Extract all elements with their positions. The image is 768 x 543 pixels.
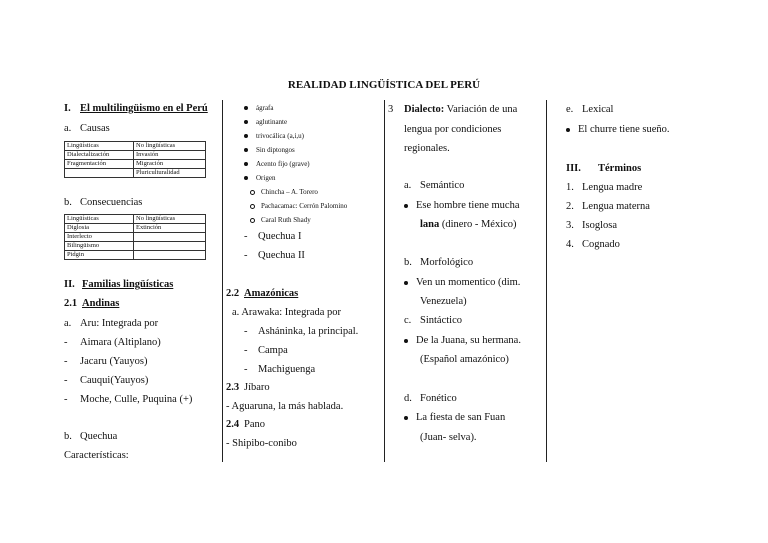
list-dash: -: [244, 364, 248, 375]
list-item: Jacaru (Yauyos): [80, 356, 148, 367]
table-cell: Lingüísticas: [65, 215, 134, 224]
table-row: [65, 151, 206, 160]
bullet-icon: [244, 120, 248, 124]
list-item-continuation: lana (dinero - México): [420, 219, 517, 230]
quechua-label: b.: [64, 431, 72, 442]
column-divider-2: [384, 100, 385, 462]
table-row: [65, 251, 206, 260]
section-2-title: Familias lingüísticas: [82, 279, 174, 290]
dialecto-line-1: Dialecto: Variación de una: [404, 104, 518, 115]
list-item: Caral Ruth Shady: [250, 216, 311, 225]
table-cell: [134, 233, 206, 242]
subsection-2-2-number: 2.2: [226, 288, 240, 299]
list-item: Acento fijo (grave): [244, 160, 310, 169]
list-item: Lengua materna: [582, 201, 650, 212]
morfologico-text: Morfológico: [420, 257, 474, 268]
subsection-2-1-number: 2.1: [64, 298, 78, 309]
list-item-continuation: (Juan- selva).: [420, 432, 477, 443]
section-1-title: El multilingüismo en el Perú: [80, 103, 208, 114]
list-item-continuation: (Español amazónico): [420, 354, 509, 365]
subsection-2-3-title: Jíbaro: [244, 382, 270, 393]
table-cell: No lingüísticas: [134, 142, 206, 151]
causas-text: Causas: [80, 123, 110, 134]
section-1-number: I.: [64, 103, 71, 114]
consecuencias-label: b.: [64, 197, 72, 208]
term-number: 3.: [566, 220, 574, 231]
causas-table: [64, 141, 206, 178]
list-dash: -: [244, 250, 248, 261]
table-cell: Migración: [134, 160, 206, 169]
list-dash: -: [244, 231, 248, 242]
list-item: Quechua I: [258, 231, 302, 242]
table-cell: Bilingüismo: [65, 242, 134, 251]
list-item: Origen: [244, 174, 275, 183]
table-cell: Extinción: [134, 224, 206, 233]
list-item-continuation: Venezuela): [420, 296, 467, 307]
list-item: trivocálica (a,i,u): [244, 132, 304, 141]
semantico-text: Semántico: [420, 180, 465, 191]
column-divider-1: [222, 100, 223, 462]
table-cell: [134, 251, 206, 260]
semantico-label: a.: [404, 180, 412, 191]
bullet-icon: [244, 106, 248, 110]
list-item: Cauqui(Yauyos): [80, 375, 149, 386]
term-number: 4.: [566, 239, 574, 250]
table-row: [65, 242, 206, 251]
list-item: Sin diptongos: [244, 146, 295, 155]
subsection-2-1-title: Andinas: [82, 298, 120, 309]
list-item: Lengua madre: [582, 182, 643, 193]
list-dash: -: [64, 337, 68, 348]
table-row: [65, 169, 206, 178]
list-dash: -: [244, 326, 248, 337]
bullet-icon: [404, 339, 408, 343]
table-cell: Pluriculturalidad: [134, 169, 206, 178]
sintactico-text: Sintáctico: [420, 315, 462, 326]
morfologico-label: b.: [404, 257, 412, 268]
lexical-text: Lexical: [582, 104, 614, 115]
list-item: Quechua II: [258, 250, 305, 261]
list-item: ágrafa: [244, 104, 273, 113]
table-cell: No lingüísticas: [134, 215, 206, 224]
subsection-2-3-number: 2.3: [226, 382, 240, 393]
list-item: Chincha – A. Torero: [250, 188, 318, 197]
table-cell: [65, 169, 134, 178]
fonetico-label: d.: [404, 393, 412, 404]
list-item: De la Juana, su hermana.: [404, 334, 521, 347]
table-row: [65, 215, 206, 224]
aru-label: a.: [64, 318, 72, 329]
bullet-icon: [244, 162, 248, 166]
bullet-icon: [244, 176, 248, 180]
list-item: Campa: [258, 345, 288, 356]
dialecto-line-2: lengua por condiciones: [404, 124, 502, 135]
bullet-icon: [404, 281, 408, 285]
bullet-icon: [244, 148, 248, 152]
list-item: - Aguaruna, la más hablada.: [226, 401, 344, 412]
circle-bullet-icon: [250, 218, 255, 223]
subsection-2-4-number: 2.4: [226, 419, 240, 430]
causas-label: a.: [64, 123, 72, 134]
bullet-icon: [404, 416, 408, 420]
table-row: [65, 142, 206, 151]
list-dash: -: [64, 394, 68, 405]
column-divider-3: [546, 100, 547, 462]
table-cell: Interlecto: [65, 233, 134, 242]
caracteristicas-text: Características:: [64, 450, 129, 461]
table-cell: Dialectalización: [65, 151, 134, 160]
list-dash: -: [64, 356, 68, 367]
bullet-icon: [404, 204, 408, 208]
sintactico-label: c.: [404, 315, 412, 326]
consecuencias-text: Consecuencias: [80, 197, 143, 208]
table-row: [65, 160, 206, 169]
table-row: [65, 224, 206, 233]
bullet-icon: [566, 128, 570, 132]
fonetico-text: Fonético: [420, 393, 457, 404]
circle-bullet-icon: [250, 190, 255, 195]
arawaka-text: a. Arawaka: Integrada por: [232, 307, 342, 318]
list-dash: -: [244, 345, 248, 356]
term-number: 2.: [566, 201, 574, 212]
section-2-number: II.: [64, 279, 75, 290]
dialecto-line-3: regionales.: [404, 143, 450, 154]
list-item: La fiesta de san Fuan: [404, 411, 505, 424]
table-cell: Lingüísticas: [65, 142, 134, 151]
list-item: Machiguenga: [258, 364, 316, 375]
list-item: Aimara (Altiplano): [80, 337, 161, 348]
page-title: REALIDAD LINGÜÍSTICA DEL PERÚ: [287, 79, 481, 91]
table-cell: Pidgin: [65, 251, 134, 260]
table-row: [65, 233, 206, 242]
list-item: Cognado: [582, 239, 620, 250]
consecuencias-table: [64, 214, 206, 260]
term-number: 1.: [566, 182, 574, 193]
subsection-2-4-title: Pano: [244, 419, 265, 430]
quechua-text: Quechua: [80, 431, 118, 442]
list-item: Ese hombre tiene mucha: [404, 199, 520, 212]
circle-bullet-icon: [250, 204, 255, 209]
aru-text: Aru: Integrada por: [80, 318, 159, 329]
section-3-roman: III.: [566, 163, 581, 174]
list-item: Moche, Culle, Puquina (+): [80, 394, 193, 405]
list-item: El churre tiene sueño.: [566, 123, 670, 136]
table-cell: Fragmentación: [65, 160, 134, 169]
subsection-2-2-title: Amazónicas: [244, 288, 299, 299]
lexical-label: e.: [566, 104, 574, 115]
table-cell: [134, 242, 206, 251]
list-item: aglutinante: [244, 118, 287, 127]
section-3-number: 3: [388, 104, 394, 115]
list-item: Ven un momentico (dim.: [404, 276, 520, 289]
bullet-icon: [244, 134, 248, 138]
table-cell: Invasión: [134, 151, 206, 160]
list-dash: -: [64, 375, 68, 386]
list-item: Pachacamac: Cerrón Palomino: [250, 202, 347, 211]
list-item: Isoglosa: [582, 220, 617, 231]
section-3-title: Términos: [598, 163, 642, 174]
list-item: - Shipibo-conibo: [226, 438, 297, 449]
table-cell: Diglosia: [65, 224, 134, 233]
list-item: Asháninka, la principal.: [258, 326, 359, 337]
